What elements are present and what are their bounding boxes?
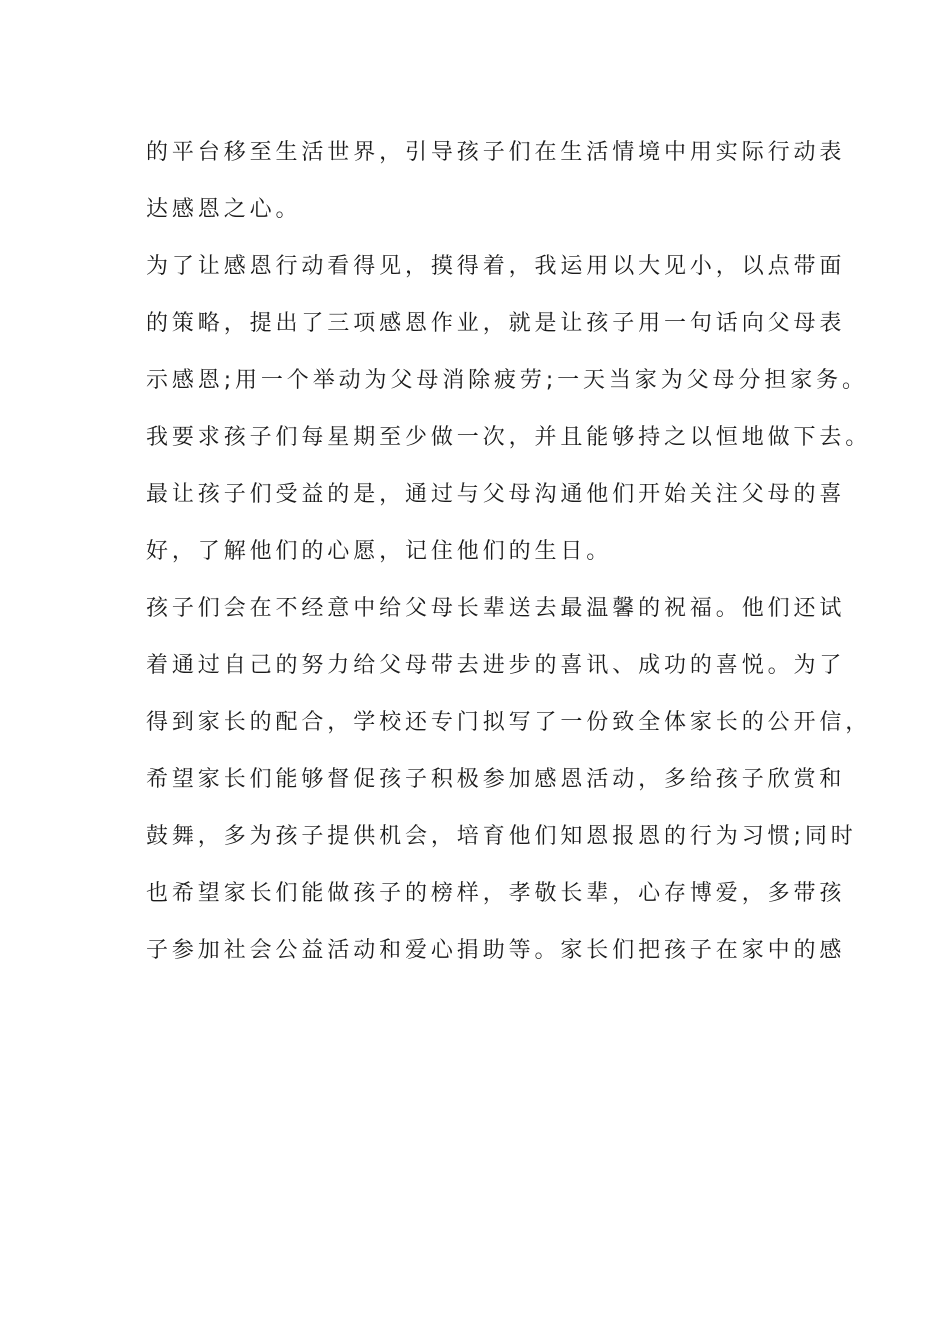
text-line: 为了让感恩行动看得见，摸得着，我运用以大见小，以点带面 bbox=[146, 254, 846, 279]
text-line: 鼓舞，多为孩子提供机会，培育他们知恩报恩的行为习惯;同时 bbox=[146, 824, 857, 849]
text-line: 最让孩子们受益的是，通过与父母沟通他们开始关注父母的喜 bbox=[146, 482, 846, 507]
text-line: 也希望家长们能做孩子的榜样，孝敬长辈，心存博爱，多带孩 bbox=[146, 881, 846, 906]
text-line: 的策略，提出了三项感恩作业，就是让孩子用一句话向父母表 bbox=[146, 311, 846, 336]
text-line: 达感恩之心。 bbox=[146, 197, 302, 222]
text-line: 着通过自己的努力给父母带去进步的喜讯、成功的喜悦。为了 bbox=[146, 653, 846, 678]
text-line: 我要求孩子们每星期至少做一次，并且能够持之以恒地做下去。 bbox=[146, 425, 872, 450]
text-line: 希望家长们能够督促孩子积极参加感恩活动，多给孩子欣赏和 bbox=[146, 767, 846, 792]
text-line: 示感恩;用一个举动为父母消除疲劳;一天当家为父母分担家务。 bbox=[146, 368, 868, 393]
text-line: 的平台移至生活世界，引导孩子们在生活情境中用实际行动表 bbox=[146, 140, 846, 165]
text-line: 得到家长的配合，学校还专门拟写了一份致全体家长的公开信， bbox=[146, 710, 872, 735]
document-body bbox=[146, 128, 872, 983]
text-line: 子参加社会公益活动和爱心捐助等。家长们把孩子在家中的感 bbox=[146, 938, 846, 963]
text-line: 好，了解他们的心愿，记住他们的生日。 bbox=[146, 539, 613, 564]
text-line: 孩子们会在不经意中给父母长辈送去最温馨的祝福。他们还试 bbox=[146, 596, 846, 621]
